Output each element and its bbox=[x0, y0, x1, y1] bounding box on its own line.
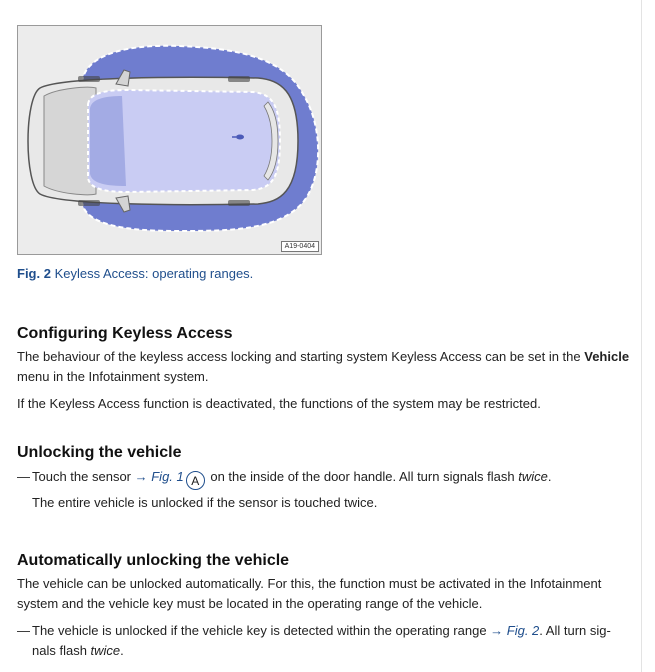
config-paragraph-2: If the Keyless Access function is deactivated, the functions of the system may be restricted. bbox=[17, 396, 541, 411]
figure-code: A19-0404 bbox=[281, 241, 319, 252]
keyless-range-figure bbox=[17, 25, 322, 255]
figure-caption-text: Keyless Access: operating ranges. bbox=[54, 266, 254, 281]
auto-paragraph: The vehicle can be unlocked automatically. For this, the function must be activated in the Infotainment system and the vehicle key must be located in the operating range of the vehicle. bbox=[17, 576, 602, 611]
figure-label: Fig. 2 bbox=[17, 266, 51, 281]
marker-a: A bbox=[186, 471, 205, 490]
config-paragraph-1: The behaviour of the keyless access locking and starting system Keyless Access can be set in the Vehicle menu in the Infotainment system. bbox=[17, 349, 630, 384]
heading-auto-unlocking: Automatically unlocking the vehicle bbox=[17, 552, 290, 569]
fig1-link[interactable]: → Fig. 1 bbox=[134, 469, 184, 484]
fig2-link[interactable]: → Fig. 2 bbox=[490, 623, 540, 638]
car-top-view-illustration bbox=[18, 26, 322, 255]
unlock-list-item: — Touch the sensor → Fig. 1 A on the inside of the door handle. All turn signals flash twice. bbox=[17, 469, 552, 488]
page-edge-rule bbox=[641, 0, 642, 672]
figure-caption bbox=[17, 266, 253, 281]
heading-configuring: Configuring Keyless Access bbox=[17, 325, 233, 342]
unlock-sub-text: The entire vehicle is unlocked if the sensor is touched twice. bbox=[32, 495, 378, 510]
auto-list-item: — The vehicle is unlocked if the vehicle key is detected within the operating range → Fig. 2. All turn sig- nals flash twice. bbox=[17, 623, 611, 658]
heading-unlocking: Unlocking the vehicle bbox=[17, 444, 182, 461]
